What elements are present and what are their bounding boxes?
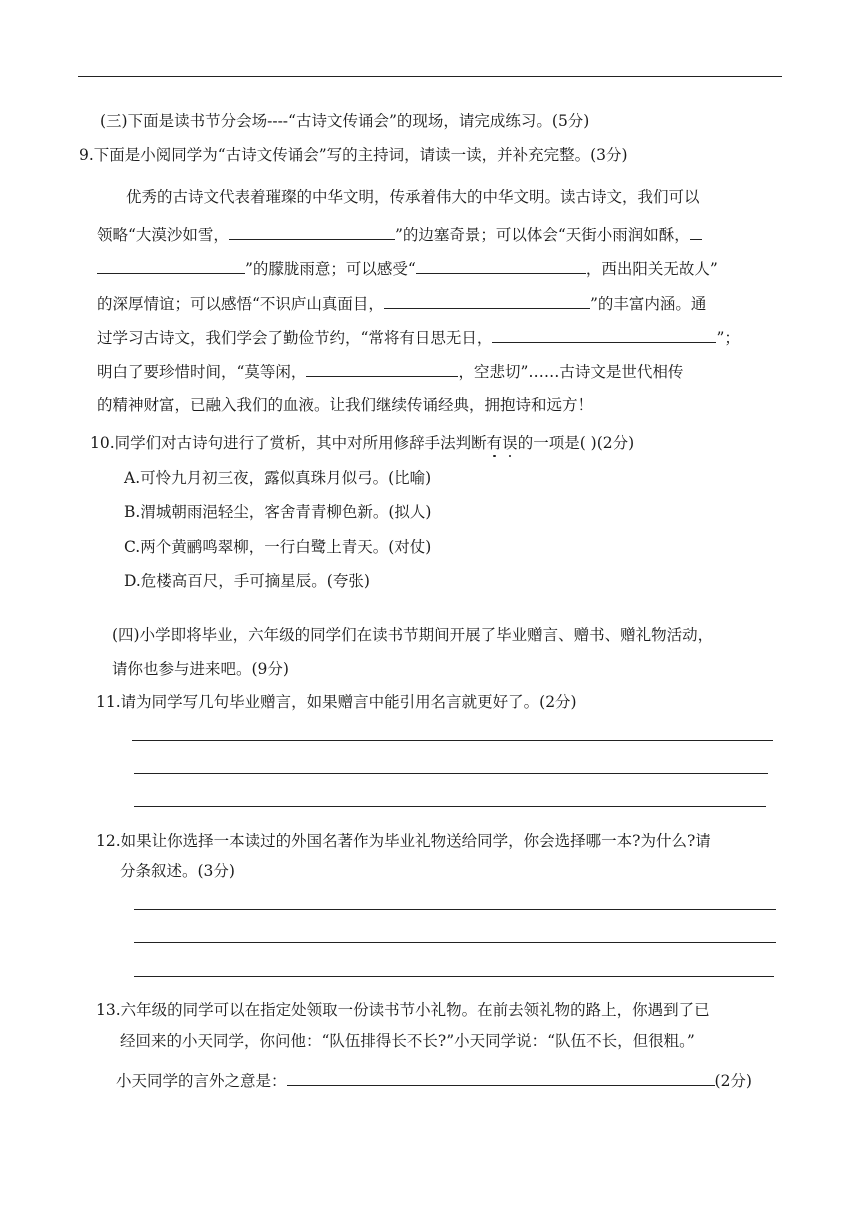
section4-heading-line2: 请你也参与进来吧。(9分): [112, 660, 289, 678]
fill-blank-2b[interactable]: [97, 257, 245, 274]
q12-answer-line-3[interactable]: [134, 976, 774, 977]
q9-paragraph-line1: 优秀的古诗文代表着璀璨的中华文明，传承着伟大的中华文明。读古诗文，我们可以: [126, 188, 700, 206]
q12-answer-line-2[interactable]: [134, 942, 776, 943]
q10-option-d[interactable]: D.危楼高百尺，手可摘星辰。(夸张): [124, 572, 370, 590]
fill-blank-2a[interactable]: [690, 223, 702, 240]
q9-paragraph-line3: ”的朦胧雨意；可以感受“ ，西出阳关无故人”: [97, 257, 718, 280]
q13-answer-blank[interactable]: [287, 1069, 715, 1086]
q11-prompt: 11.请为同学写几句毕业赠言，如果赠言中能引用名言就更好了。(2分): [96, 693, 577, 711]
fill-blank-1[interactable]: [229, 223, 395, 240]
q9-paragraph-line5: 过学习古诗文，我们学会了勤俭节约，“常将有日思无日， ”；: [97, 326, 740, 349]
section3-heading: (三)下面是读书节分会场----“古诗文传诵会”的现场，请完成练习。(5分): [100, 112, 590, 130]
emphasis-char-2: 误: [502, 434, 518, 452]
q9-prompt: 9.下面是小阅同学为“古诗文传诵会”写的主持词，请读一读，并补充完整。(3分): [79, 146, 628, 164]
q10-option-a[interactable]: A.可怜九月初三夜，露似真珠月似弓。(比喻): [124, 469, 432, 487]
q12-answer-line-1[interactable]: [134, 909, 776, 910]
q12-prompt-line1: 12.如果让你选择一本读过的外国名著作为毕业礼物送给同学，你会选择哪一本?为什么?请: [96, 832, 711, 850]
q9-paragraph-line6: 明白了要珍惜时间，“莫等闲， ，空悲切”……古诗文是世代相传: [97, 360, 683, 383]
q10-prompt: 10.同学们对古诗句进行了赏析，其中对所用修辞手法判断有误的一项是( )(2分): [90, 434, 635, 452]
fill-blank-6[interactable]: [306, 360, 458, 377]
q13-prompt-line1: 13.六年级的同学可以在指定处领取一份读书节小礼物。在前去领礼物的路上，你遇到了已: [96, 1001, 710, 1019]
q13-prompt-line3: 小天同学的言外之意是： (2分): [116, 1069, 752, 1092]
q9-paragraph-line7: 的精神财富，已融入我们的血液。让我们继续传诵经典，拥抱诗和远方！: [97, 396, 594, 414]
emphasis-char-1: 有: [486, 434, 503, 452]
q9-paragraph-line4: 的深厚情谊；可以感悟“不识庐山真面目， ”的丰富内涵。通: [97, 292, 706, 315]
fill-blank-5[interactable]: [492, 326, 716, 343]
q11-answer-line-3[interactable]: [134, 806, 766, 807]
q12-prompt-line2: 分条叙述。(3分): [120, 862, 235, 880]
q13-prompt-line2: 经回来的小天同学，你问他：“队伍排得长不长?”小天同学说：“队伍不长，但很粗。”: [120, 1032, 695, 1050]
section4-heading-line1: (四)小学即将毕业，六年级的同学们在读书节期间开展了毕业赠言、赠书、赠礼物活动，: [112, 626, 714, 644]
q10-option-b[interactable]: B.渭城朝雨浥轻尘，客舍青青柳色新。(拟人): [124, 503, 432, 521]
q11-answer-line-2[interactable]: [134, 773, 768, 774]
q9-paragraph-line2: 领略“大漠沙如雪， ”的边塞奇景；可以体会“天街小雨润如酥，: [97, 223, 702, 246]
header-rule: [78, 76, 782, 77]
fill-blank-4[interactable]: [384, 292, 590, 309]
q10-option-c[interactable]: C.两个黄鹂鸣翠柳，一行白鹭上青天。(对仗): [124, 538, 432, 556]
q11-answer-line-1[interactable]: [132, 740, 773, 741]
fill-blank-3[interactable]: [416, 257, 586, 274]
